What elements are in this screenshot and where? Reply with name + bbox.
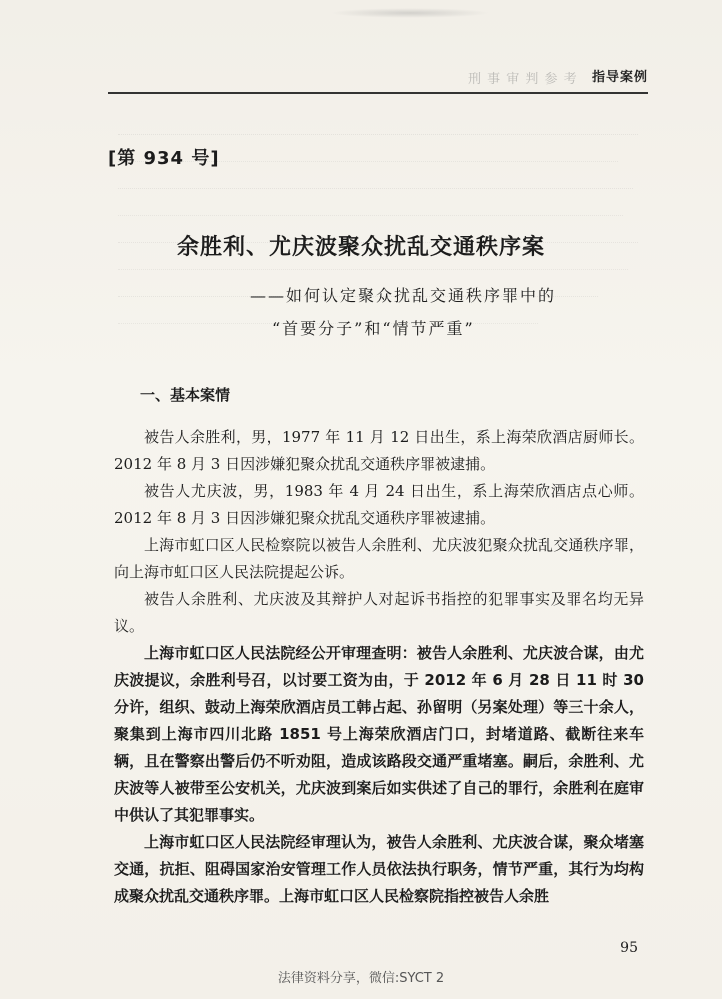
paragraph: 被告人尤庆波，男，1983 年 4 月 24 日出生，系上海荣欣酒店点心师。2012 年 8 月 3 日因涉嫌犯聚众扰乱交通秩序罪被逮捕。 (114, 482, 644, 527)
case-subtitle-line1: ——如何认定聚众扰乱交通秩序罪中的 (250, 286, 557, 305)
paragraph: 上海市虹口区人民检察院以被告人余胜利、尤庆波犯聚众扰乱交通秩序罪，向上海市虹口区人民法院提起公诉。 (114, 536, 644, 581)
scan-smudge (330, 8, 490, 18)
running-header (108, 62, 648, 90)
case-title: 余胜利、尤庆波聚众扰乱交通秩序案 (176, 235, 545, 260)
paragraph-facts: 上海市虹口区人民法院经公开审理查明：被告人余胜利、尤庆波合谋，由尤庆波提议，余胜利号召，以讨要工资为由，于 2012 年 6 月 28 日 11 时 30 分许，组织、鼓动上海荣欣酒店员工韩占起、孙留明（另案处理）等三十余人，聚集到上海市四川北路 1851 号上海荣欣酒店门口，封堵道路、截断往来车辆，且在警察出警后仍不听劝阻，造成该路段交通严重堵塞。嗣后，余胜利、尤庆波等人被带至公安机关，尤庆波到案后如实供述了自己的罪行，余胜利在庭审中供认了其犯罪事实。 (114, 644, 644, 824)
body-text (114, 424, 644, 910)
paragraph: 被告人余胜利、尤庆波及其辩护人对起诉书指控的犯罪事实及罪名均无异议。 (114, 590, 644, 635)
footer-watermark: 法律资料分享，微信:SYCT 2 (277, 971, 445, 986)
case-number: [第 934 号] (108, 148, 220, 169)
page-number: 95 (620, 940, 638, 956)
section-heading: 一、基本案情 (140, 386, 231, 404)
header-ghost-text: 刑 事 审 判 参 考 (468, 72, 578, 87)
paragraph: 被告人余胜利，男，1977 年 11 月 12 日出生，系上海荣欣酒店厨师长。2012 年 8 月 3 日因涉嫌犯聚众扰乱交通秩序罪被逮捕。 (114, 428, 644, 473)
case-subtitle-line2: “首要分子”和“情节严重” (272, 319, 475, 338)
header-rule (108, 92, 648, 94)
header-section-label: 指导案例 (591, 70, 648, 85)
paragraph-judgment: 上海市虹口区人民法院经审理认为，被告人余胜利、尤庆波合谋，聚众堵塞交通，抗拒、阻碍国家治安管理工作人员依法执行职务，情节严重，其行为均构成聚众扰乱交通秩序罪。上海市虹口区人民检察院指控被告人余胜 (114, 833, 644, 905)
